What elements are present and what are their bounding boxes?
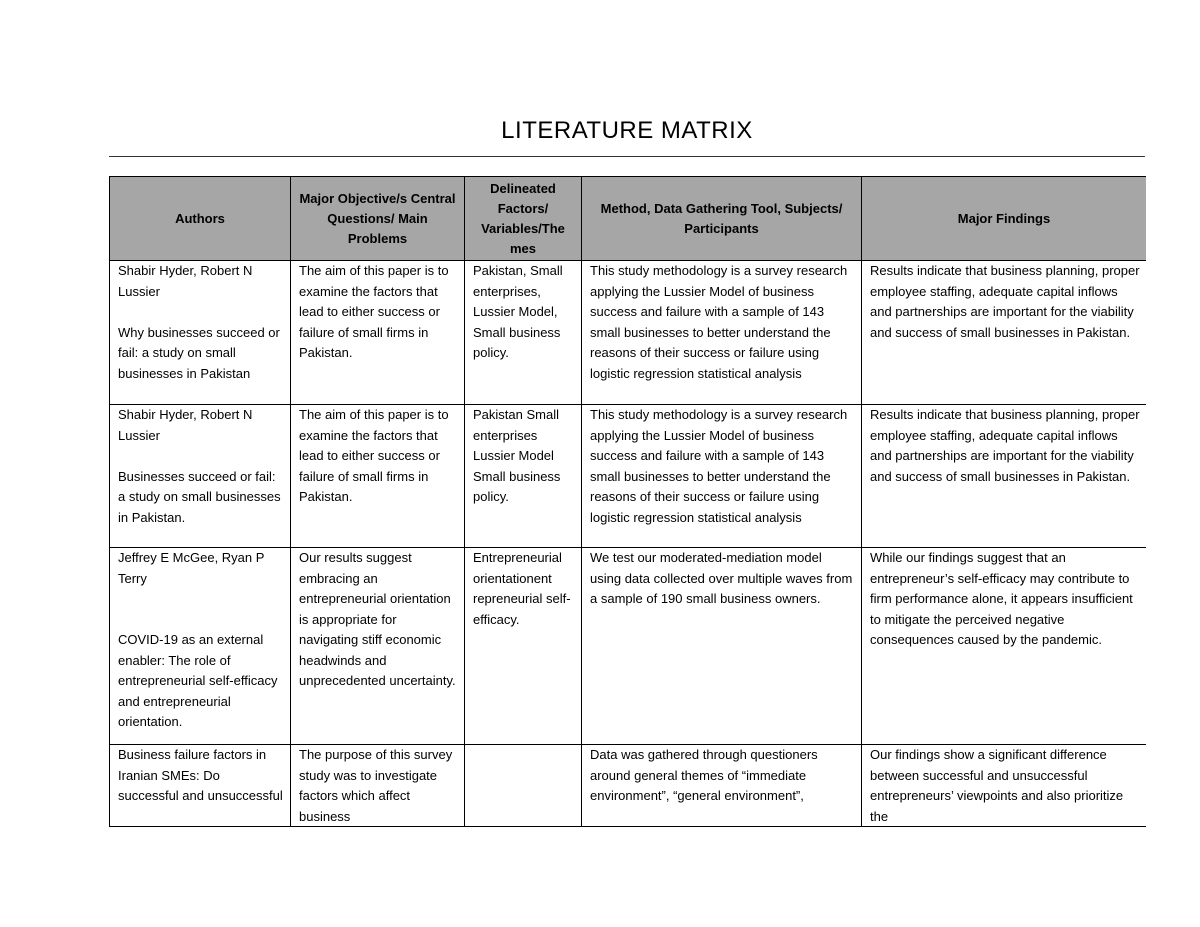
authors-cell <box>110 405 291 548</box>
authors-cell <box>110 745 291 828</box>
literature-matrix-table <box>109 176 1146 827</box>
header-method: Method, Data Gathering Tool, Subjects/ Participants <box>582 177 862 261</box>
factors-cell: Pakistan, Small enterprises, Lussier Model, Small business policy. <box>465 261 582 405</box>
objective-cell: The purpose of this survey study was to investigate factors which affect business <box>291 745 465 828</box>
table-row <box>110 405 1147 548</box>
objective-cell: The aim of this paper is to examine the factors that lead to either success or failure of small firms in Pakistan. <box>291 405 465 548</box>
factors-cell <box>465 745 582 828</box>
method-cell: This study methodology is a survey research applying the Lussier Model of business success and failure with a sample of 143 small businesses to better understand the reasons of their success or failure using logistic regression statistical analysis <box>582 405 862 548</box>
header-objectives: Major Objective/s Central Questions/ Main Problems <box>291 177 465 261</box>
header-factors: Delineated Factors/ Variables/The mes <box>465 177 582 261</box>
table-row <box>110 548 1147 745</box>
table-row <box>110 261 1147 405</box>
title-divider <box>109 156 1145 157</box>
author-names: Jeffrey E McGee, Ryan P Terry <box>118 550 265 586</box>
authors-cell <box>110 548 291 745</box>
header-authors: Authors <box>110 177 291 261</box>
method-cell: This study methodology is a survey research applying the Lussier Model of business success and failure with a sample of 143 small businesses to better understand the reasons of their success or failure using logistic regression statistical analysis <box>582 261 862 405</box>
method-cell: Data was gathered through questioners around general themes of “immediate environment”, “general environment”, <box>582 745 862 828</box>
study-title: COVID-19 as an external enabler: The role of entrepreneurial self-efficacy and entrepreneurial orientation. <box>118 632 278 729</box>
findings-cell: Results indicate that business planning, proper employee staffing, adequate capital inflows and partnerships are important for the viability and success of small businesses in Pakistan. <box>862 261 1147 405</box>
table-row <box>110 745 1147 828</box>
study-title: Business failure factors in Iranian SMEs: Do successful and unsuccessful <box>118 747 283 803</box>
study-title: Businesses succeed or fail: a study on small businesses in Pakistan. <box>118 468 281 525</box>
findings-cell: Results indicate that business planning, proper employee staffing, adequate capital inflows and partnerships are important for the viability and success of small businesses in Pakistan. <box>862 405 1147 548</box>
authors-cell <box>110 261 291 405</box>
study-title: Why businesses succeed or fail: a study on small businesses in Pakistan <box>118 324 280 381</box>
findings-cell: While our findings suggest that an entrepreneur’s self-efficacy may contribute to firm performance alone, it appears insufficient to mitigate the perceived negative consequences caused by the pandemic. <box>862 548 1147 745</box>
factors-cell: Entrepreneurial orientationent repreneurial self-efficacy. <box>465 548 582 745</box>
objective-cell: The aim of this paper is to examine the factors that lead to either success or failure of small firms in Pakistan. <box>291 261 465 405</box>
literature-matrix-container <box>109 176 1146 827</box>
factors-cell: Pakistan Small enterprises Lussier Model Small business policy. <box>465 405 582 548</box>
header-findings: Major Findings <box>862 177 1147 261</box>
objective-cell: Our results suggest embracing an entrepreneurial orientation is appropriate for navigating stiff economic headwinds and unprecedented uncertainty. <box>291 548 465 745</box>
method-cell: We test our moderated-mediation model using data collected over multiple waves from a sample of 190 small business owners. <box>582 548 862 745</box>
table-header-row <box>110 177 1147 261</box>
author-names: Shabir Hyder, Robert N Lussier <box>118 407 253 443</box>
findings-cell: Our findings show a significant difference between successful and unsuccessful entrepreneurs’ viewpoints and also prioritize the <box>862 745 1147 828</box>
author-names: Shabir Hyder, Robert N Lussier <box>118 263 253 299</box>
document-title: LITERATURE MATRIX <box>501 117 753 144</box>
